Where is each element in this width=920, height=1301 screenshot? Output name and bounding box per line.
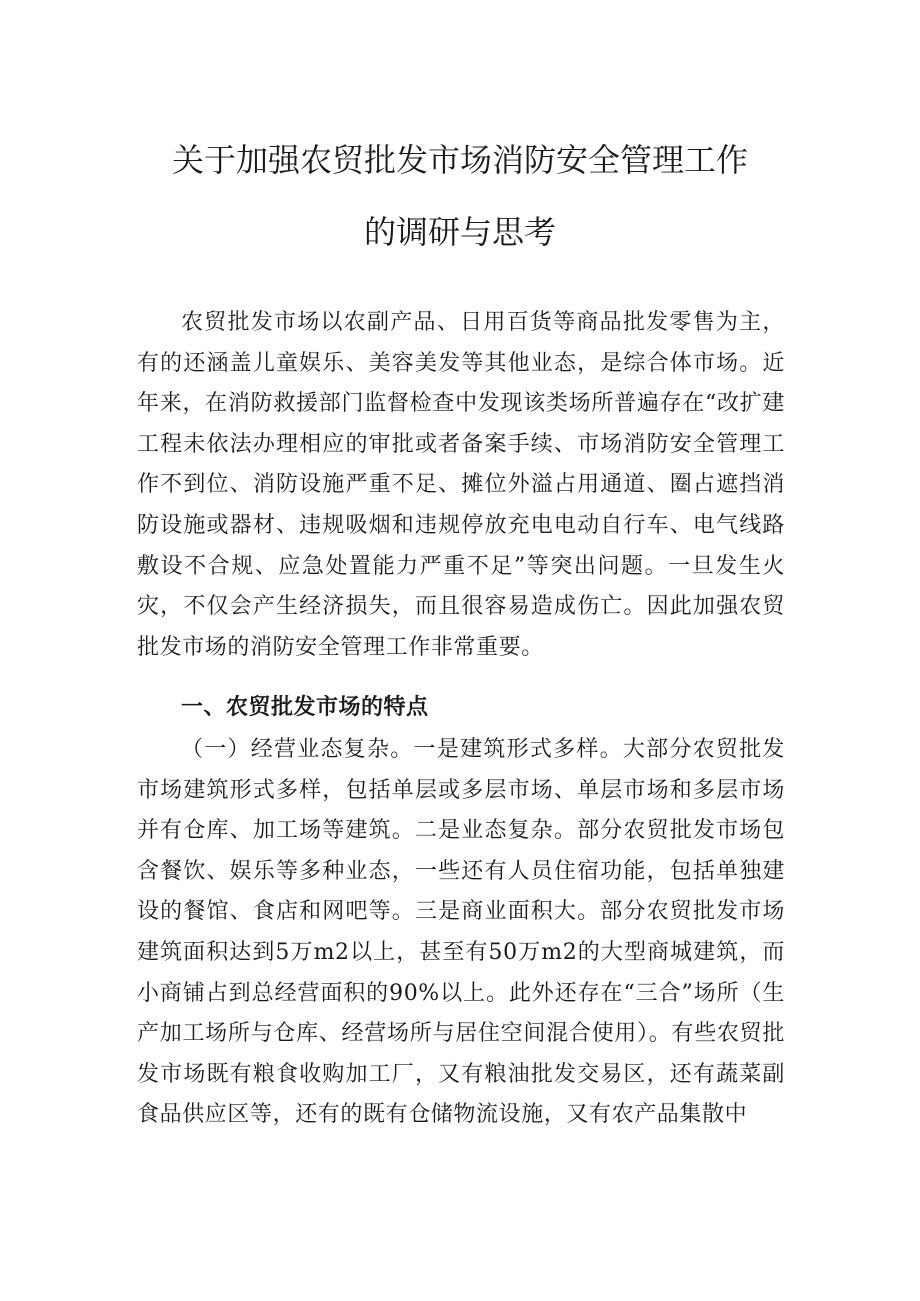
document-title-line-1: 关于加强农贸批发市场消防安全管理工作 [171, 141, 748, 179]
section-paragraph: （一）经营业态复杂。一是建筑形式多样。大部分农贸批发市场建筑形式多样，包括单层或多层市场、单层市场和多层市场并有仓库、加工场等建筑。二是业态复杂。部分农贸批发市场包含餐饮、娱乐等多种业态，一些还有人员住宿功能，包括单独建设的餐馆、食店和网吧等。三是商业面积大。部分农贸批发市场建筑面积达到5万m2以上，甚至有50万m2的大型商城建筑，而小商铺占到总经营面积的90%以上。此外还存在“三合”场所（生产加工场所与仓库、经营场所与居住空间混合使用）。有些农贸批发市场既有粮食收购加工厂，又有粮油批发交易区，还有蔬菜副食品供应区等，还有的既有仓储物流设施，又有农产品集散中 [137, 737, 785, 1128]
section-heading: 一、农贸批发市场的特点 [181, 695, 429, 720]
intro-paragraph: 农贸批发市场以农副产品、日用百货等商品批发零售为主，有的还涵盖儿童娱乐、美容美发等其他业态，是综合体市场。近年来，在消防救援部门监督检查中发现该类场所普遍存在“改扩建工程未依法办理相应的审批或者备案手续、市场消防安全管理工作不到位、消防设施严重不足、摊位外溢占用通道、圈占遮挡消防设施或器材、违规吸烟和违规停放充电电动自行车、电气线路敷设不合规、应急处置能力严重不足”等突出问题。一旦发生火灾，不仅会产生经济损失，而且很容易造成伤亡。因此加强农贸批发市场的消防安全管理工作非常重要。 [137, 310, 785, 660]
document-title-line-2: 的调研与思考 [363, 213, 556, 251]
